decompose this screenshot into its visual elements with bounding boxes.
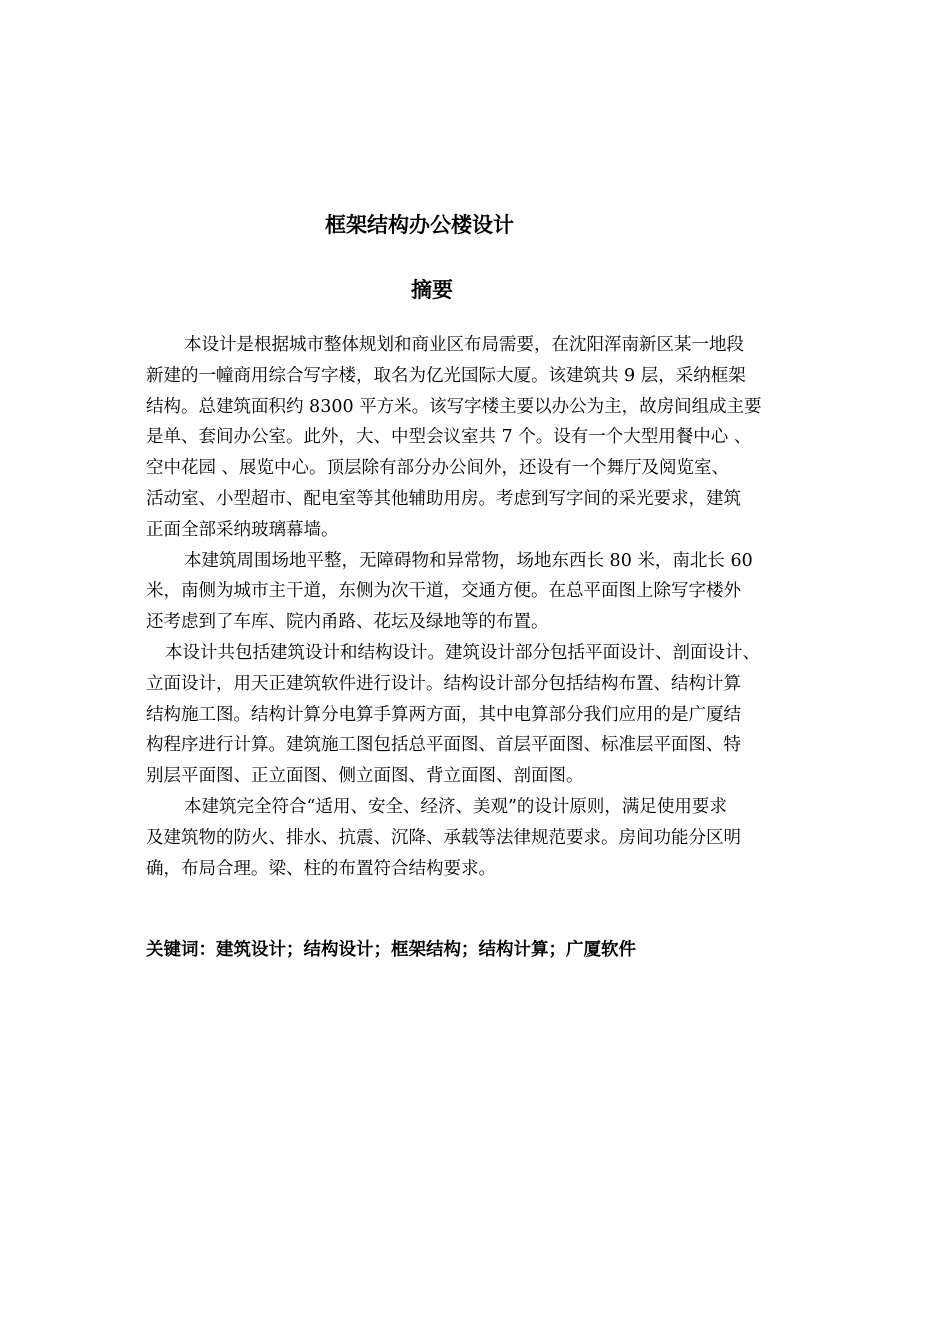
text-line: 及建筑物的防火、排水、抗震、沉降、承载等法律规范要求。房间功能分区明 [146, 827, 741, 848]
text-line: 是单、套间办公室。此外，大、中型会议室共 7 个。设有一个大型用餐中心 、 [146, 427, 752, 448]
text-line: 本建筑周围场地平整，无障碍物和异常物，场地东西长 80 米，南北长 60 [184, 550, 753, 571]
text-line: 本设计共包括建筑设计和结构设计。建筑设计部分包括平面设计、剖面设计、 [165, 642, 760, 663]
text-line: 结构施工图。结构计算分电算手算两方面，其中电算部分我们应用的是广厦结 [146, 704, 741, 725]
text-line: 立面设计，用天正建筑软件进行设计。结构设计部分包括结构布置、结构计算 [146, 673, 741, 694]
text-line: 活动室、小型超市、配电室等其他辅助用房。考虑到写字间的采光要求，建筑 [146, 488, 741, 509]
text-line: 确，布局合理。梁、柱的布置符合结构要求。 [146, 858, 496, 879]
document-title: 框架结构办公楼设计 [325, 213, 514, 237]
text-line: 结构。总建筑面积约 8300 平方米。该写字楼主要以办公为主，故房间组成主要 [146, 396, 762, 417]
text-line: 新建的一幢商用综合写字楼，取名为亿光国际大厦。该建筑共 9 层，采纳框架 [146, 365, 746, 386]
text-line: 空中花园 、展览中心。顶层除有部分办公间外，还设有一个舞厅及阅览室、 [146, 458, 730, 479]
text-line: 别层平面图、正立面图、侧立面图、背立面图、剖面图。 [146, 766, 584, 787]
text-line: 构程序进行计算。建筑施工图包括总平面图、首层平面图、标准层平面图、特 [146, 735, 741, 756]
keywords-line: 关键词：建筑设计；结构设计；框架结构；结构计算；广厦软件 [146, 940, 636, 960]
text-line: 本建筑完全符合“适用、安全、经济、美观”的设计原则，满足使用要求 [184, 796, 727, 817]
text-line: 还考虑到了车库、院内甬路、花坛及绿地等的布置。 [146, 612, 549, 633]
text-line: 本设计是根据城市整体规划和商业区布局需要，在沈阳浑南新区某一地段 [184, 335, 744, 355]
abstract-body [146, 330, 826, 884]
abstract-heading: 摘要 [411, 278, 453, 302]
text-line: 正面全部采纳玻璃幕墙。 [146, 519, 339, 540]
text-line: 米，南侧为城市主干道，东侧为次干道，交通方便。在总平面图上除写字楼外 [146, 581, 741, 602]
